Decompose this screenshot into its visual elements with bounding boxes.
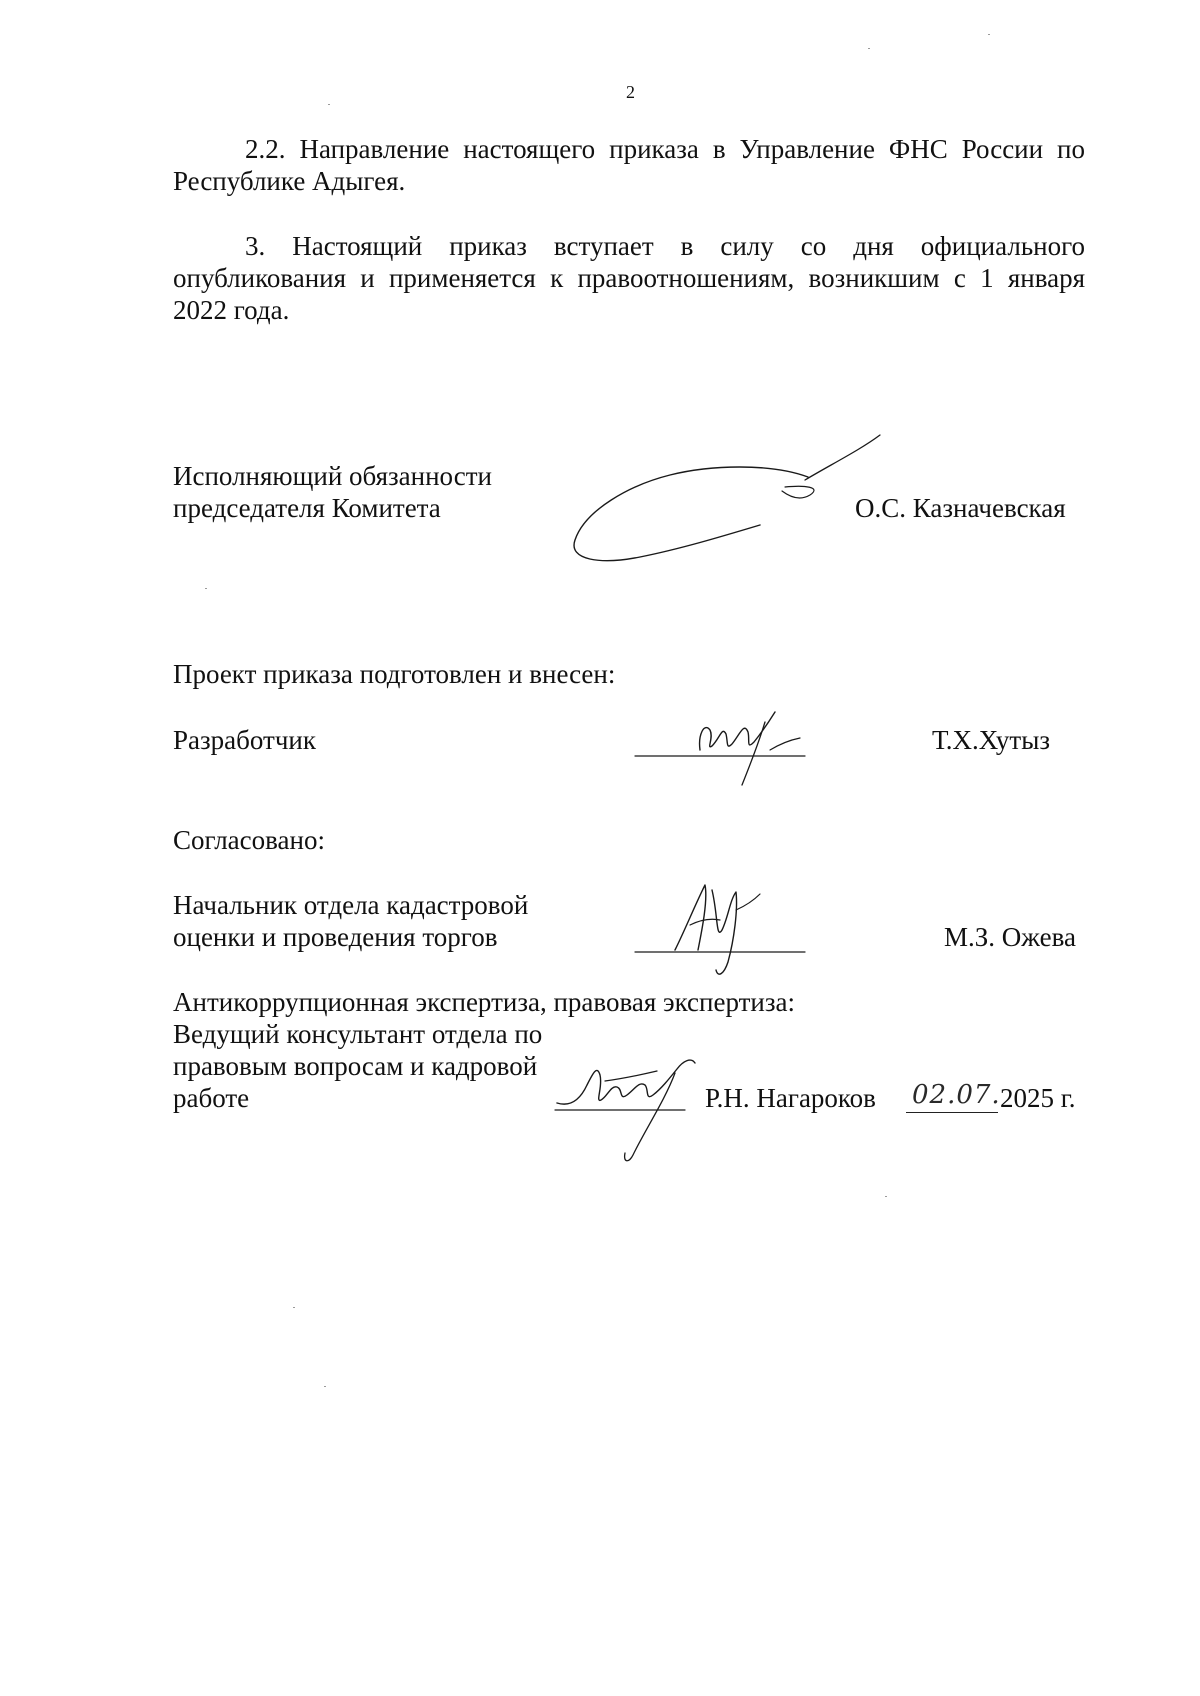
prepared-role: Разработчик (173, 725, 316, 755)
scan-speck (885, 1196, 887, 1197)
scan-speck (205, 588, 207, 589)
expertise-heading: Антикоррупционная экспертиза, правовая экспертиза: (173, 987, 796, 1017)
agreed-name: М.З. Ожева (944, 922, 1076, 952)
expertise-role-line3: работе (173, 1083, 250, 1113)
signature-developer (630, 700, 820, 790)
agreed-role-line2: оценки и проведения торгов (173, 922, 498, 952)
paragraph-line: 3. Настоящий приказ вступает в силу со дня официального (245, 231, 1085, 261)
signatory-title-line1: Исполняющий обязанности (173, 461, 492, 491)
expertise-year: 2025 г. (1000, 1083, 1076, 1113)
expertise-date-handwritten: 02.07. (912, 1080, 1001, 1110)
agreed-role-line1: Начальник отдела кадастровой (173, 890, 529, 920)
scan-speck (868, 48, 870, 49)
paragraph-3 (173, 230, 1085, 326)
signatory-title-line2: председателя Комитета (173, 493, 441, 523)
signatory-name: О.С. Казначевская (855, 493, 1066, 523)
scan-speck (988, 34, 990, 35)
paragraph-2-2 (173, 133, 1085, 197)
paragraph-line: 2.2. Направление настоящего приказа в Управление ФНС России по (245, 134, 1085, 164)
expertise-name: Р.Н. Нагароков (705, 1083, 876, 1113)
signature-chairman (560, 425, 900, 575)
expertise-role-line1: Ведущий консультант отдела по (173, 1019, 543, 1049)
expertise-role-line2: правовым вопросам и кадровой (173, 1051, 538, 1081)
prepared-heading: Проект приказа подготовлен и внесен: (173, 659, 616, 689)
signature-expertise (545, 1045, 735, 1170)
scan-speck (328, 104, 330, 105)
page-number: 2 (626, 82, 635, 102)
paragraph-line: 2022 года. (173, 295, 290, 325)
scan-speck (293, 1307, 295, 1308)
paragraph-line: опубликования и применяется к правоотношениям, возникшим с 1 января (173, 263, 1085, 293)
agreed-heading: Согласовано: (173, 825, 325, 855)
signature-agreed (630, 870, 810, 980)
prepared-name: Т.Х.Хутыз (932, 725, 1051, 755)
paragraph-line: Республике Адыгея. (173, 166, 406, 196)
date-underline (906, 1112, 998, 1113)
scan-speck (324, 1386, 326, 1387)
